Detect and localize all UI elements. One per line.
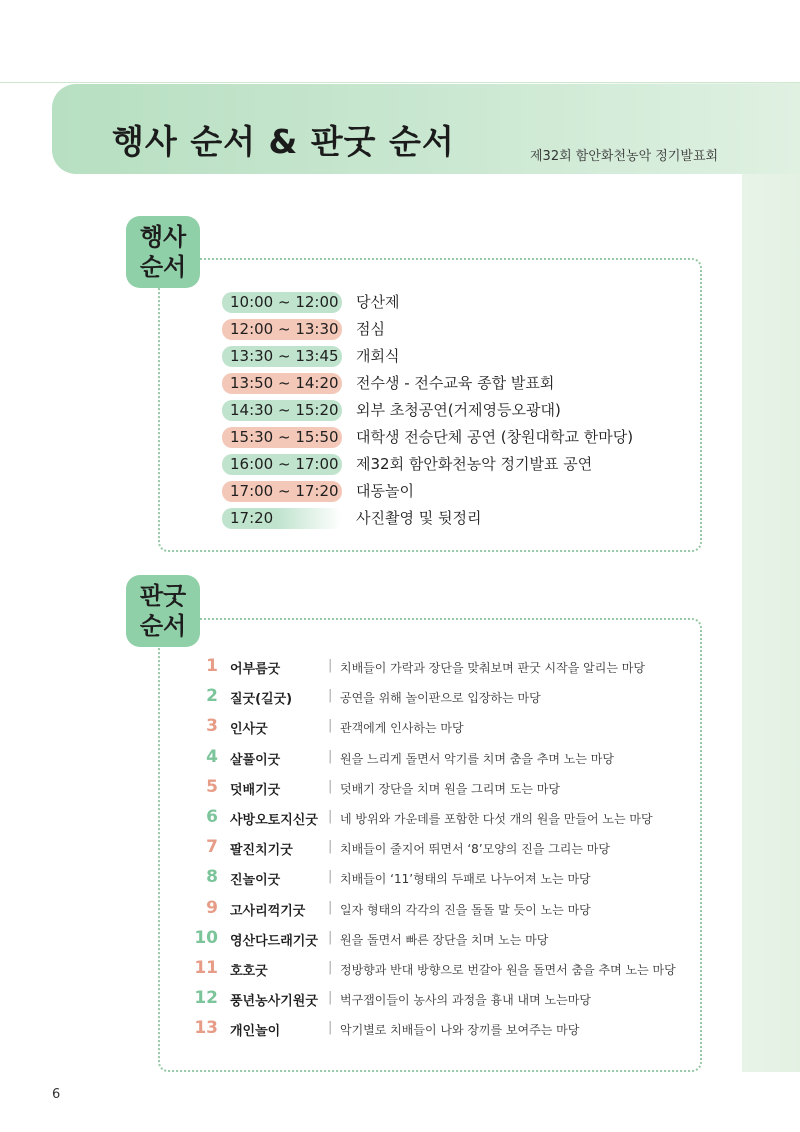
- schedule-event: 개회식: [356, 347, 400, 365]
- pangut-name: 팔진치기굿: [230, 843, 293, 859]
- schedule-time: 12:00 ~ 13:30: [222, 319, 342, 340]
- pangut-name: 사방오토지신굿: [230, 812, 318, 828]
- pangut-desc: 원을 느리게 돌면서 악기를 치며 춤을 추며 노는 마당: [340, 751, 614, 766]
- page-subtitle: 제32회 함안화천농악 정기발표회: [530, 149, 719, 164]
- separator: |: [328, 688, 333, 704]
- pangut-number: 12: [194, 988, 218, 1009]
- separator: |: [328, 718, 333, 734]
- schedule-event: 외부 초청공연(거제영등오광대): [356, 401, 561, 419]
- schedule-time: 10:00 ~ 12:00: [222, 292, 342, 313]
- pangut-name: 살풀이굿: [230, 752, 281, 768]
- separator: |: [328, 808, 333, 824]
- event-order-tag-line1: 행사: [139, 223, 187, 251]
- pangut-desc: 원을 돌면서 빠른 장단을 치며 노는 마당: [340, 932, 549, 947]
- schedule-event: 대동놀이: [356, 482, 414, 500]
- schedule-time: 13:50 ~ 14:20: [222, 373, 342, 394]
- separator: |: [328, 959, 333, 975]
- separator: |: [328, 778, 333, 794]
- separator: |: [328, 839, 333, 855]
- pangut-desc: 일자 형태의 각각의 진을 돌돌 말 듯이 노는 마당: [340, 902, 591, 917]
- schedule-event: 전수생 - 전수교육 종합 발표회: [356, 374, 555, 392]
- pangut-number: 10: [194, 927, 218, 948]
- pangut-number: 7: [206, 837, 218, 858]
- pangut-number: 9: [206, 897, 218, 918]
- schedule-time: 14:30 ~ 15:20: [222, 400, 342, 421]
- schedule-time: 16:00 ~ 17:00: [222, 454, 342, 475]
- schedule-time: 15:30 ~ 15:50: [222, 427, 342, 448]
- pangut-name: 영산다드래기굿: [230, 933, 318, 949]
- schedule-event: 사진촬영 및 뒷정리: [356, 509, 482, 527]
- schedule-event: 당산제: [356, 293, 400, 311]
- pangut-name: 어부름굿: [230, 662, 281, 677]
- pangut-desc: 덧배기 장단을 치며 원을 그리며 도는 마당: [340, 781, 560, 796]
- pangut-desc: 치배들이 가락과 장단을 맞춰보며 판굿 시작을 알리는 마당: [340, 661, 645, 675]
- pangut-name: 풍년농사기원굿: [230, 994, 318, 1010]
- pangut-number: 4: [206, 746, 218, 767]
- pangut-desc: 공연을 위해 놀이판으로 입장하는 마당: [340, 691, 541, 706]
- pangut-number: 2: [206, 686, 218, 707]
- pangut-order-tag-line2: 순서: [139, 612, 187, 640]
- pangut-order-tag-line1: 판굿: [139, 582, 187, 610]
- separator: |: [328, 899, 333, 915]
- pangut-desc: 치배들이 줄지어 뛰면서 ‘8’모양의 진을 그리는 마당: [340, 842, 610, 857]
- pangut-name: 고사리꺽기굿: [230, 903, 306, 919]
- pangut-number: 1: [206, 656, 218, 676]
- pangut-desc: 악기별로 치배들이 나와 장끼를 보여주는 마당: [340, 1023, 580, 1038]
- separator: |: [328, 748, 333, 764]
- pangut-number: 11: [194, 957, 218, 978]
- pangut-desc: 치배들이 ‘11’형태의 두패로 나누어져 노는 마당: [340, 872, 591, 887]
- event-order-tag-line2: 순서: [139, 253, 187, 281]
- separator: |: [328, 990, 333, 1006]
- pangut-order-tag: [126, 575, 200, 647]
- pangut-number: 5: [206, 776, 218, 797]
- pangut-name: 질굿(길굿): [230, 692, 293, 708]
- pangut-number: 3: [206, 716, 218, 737]
- schedule-time: 13:30 ~ 13:45: [222, 346, 342, 367]
- schedule-time: 17:20: [222, 508, 342, 529]
- pangut-name: 진놀이굿: [230, 873, 281, 889]
- pangut-name: 덧배기굿: [230, 782, 281, 798]
- pangut-desc: 네 방위와 가운데를 포함한 다섯 개의 원을 만들어 노는 마당: [340, 811, 653, 826]
- separator: |: [328, 658, 333, 673]
- pangut-name: 호호굿: [230, 963, 268, 979]
- schedule-event: 제32회 함안화천농악 정기발표 공연: [356, 455, 593, 473]
- pangut-number: 8: [206, 867, 218, 888]
- separator: |: [328, 1020, 333, 1036]
- pangut-desc: 정방향과 반대 방향으로 번갈아 원을 돌면서 춤을 추며 노는 마당: [340, 962, 676, 977]
- pangut-number: 6: [206, 806, 218, 827]
- pangut-number: 13: [194, 1018, 218, 1039]
- page-title: 행사 순서 & 판굿 순서: [112, 122, 455, 161]
- schedule-event: 점심: [356, 320, 385, 338]
- page-number: 6: [52, 1087, 61, 1102]
- separator: |: [328, 869, 333, 885]
- event-order-tag: [126, 216, 200, 288]
- schedule-time: 17:00 ~ 17:20: [222, 481, 342, 502]
- pangut-name: 개인놀이: [230, 1024, 281, 1040]
- pangut-name: 인사굿: [230, 722, 268, 738]
- pangut-desc: 벅구잽이들이 농사의 과정을 흉내 내며 노는마당: [340, 993, 591, 1008]
- schedule-event: 대학생 전승단체 공연 (창원대학교 한마당): [356, 428, 634, 446]
- separator: |: [328, 929, 333, 945]
- pangut-desc: 관객에게 인사하는 마당: [340, 721, 464, 736]
